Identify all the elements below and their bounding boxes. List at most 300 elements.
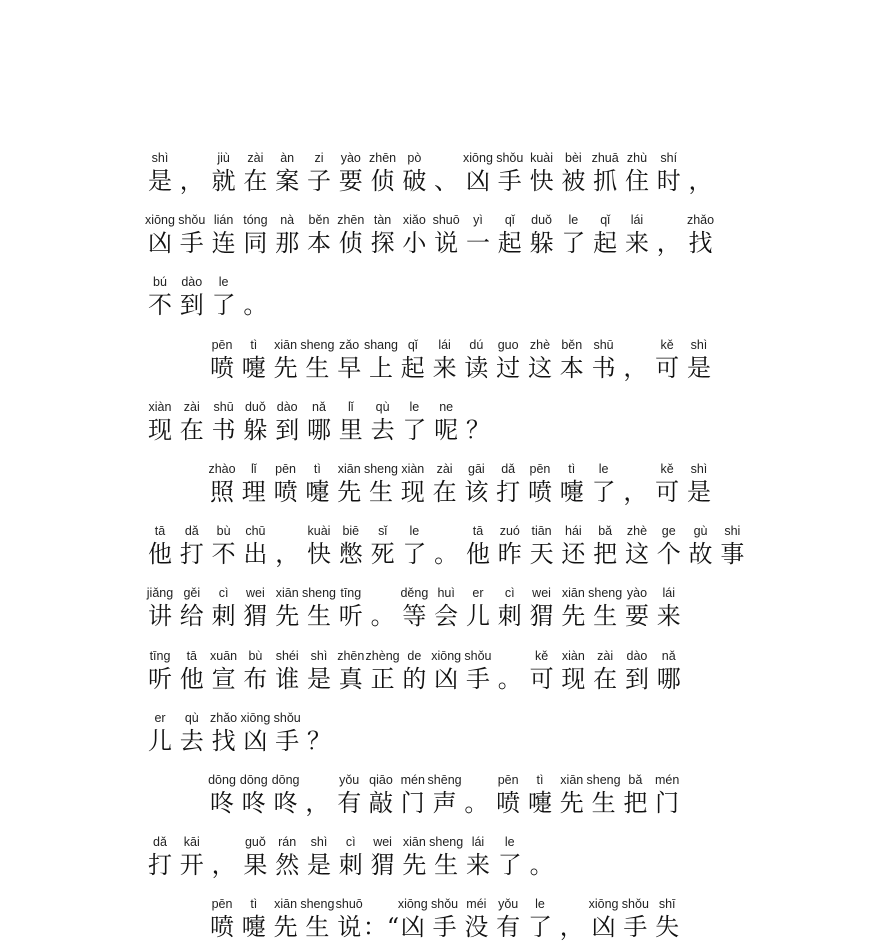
hanzi: 书 (211, 416, 236, 444)
char-cell (463, 585, 493, 631)
pinyin: xiōng (588, 897, 619, 911)
char-cell (304, 150, 334, 196)
hanzi: 有 (496, 913, 521, 941)
pinyin: běn (561, 338, 583, 352)
hanzi: ， (559, 913, 584, 941)
hanzi: 侦 (338, 229, 363, 257)
pinyin: zài (597, 649, 614, 663)
pinyin: zhǎo (686, 213, 715, 227)
char-cell (336, 834, 366, 880)
pinyin: shǒu (431, 897, 459, 911)
pinyin: zhēn (369, 151, 397, 165)
char-cell (431, 648, 461, 694)
text-line (145, 399, 495, 445)
char-cell (368, 399, 398, 445)
char-cell (527, 523, 557, 569)
char-cell (334, 461, 364, 507)
pinyin: tàn (373, 213, 392, 227)
char-cell (558, 648, 588, 694)
char-cell (209, 399, 239, 445)
char-cell (145, 150, 175, 196)
hanzi: 先 (275, 602, 300, 630)
char-cell (304, 212, 334, 258)
hanzi: 生 (306, 602, 331, 630)
hanzi: 布 (243, 665, 268, 693)
hanzi: 里 (338, 416, 363, 444)
pinyin: qǐ (504, 213, 515, 227)
hanzi: 手 (179, 229, 204, 257)
char-cell (398, 896, 428, 942)
char-cell (527, 648, 557, 694)
hanzi: 生 (368, 478, 393, 506)
hanzi: ， (305, 789, 330, 817)
char-cell (430, 337, 460, 383)
hanzi: 照 (210, 478, 234, 506)
pinyin: shì (690, 338, 708, 352)
pinyin: zhēn (337, 213, 365, 227)
char-cell (207, 772, 237, 818)
char-cell (336, 399, 366, 445)
pinyin: dōng (239, 773, 268, 787)
hanzi: 先 (402, 851, 427, 879)
hanzi: 他 (465, 540, 490, 568)
hanzi: 、 (434, 167, 459, 195)
hanzi: 生 (305, 354, 330, 382)
char-cell (463, 399, 493, 445)
pinyin: méi (466, 897, 487, 911)
pinyin: tì (250, 338, 258, 352)
pinyin: nà (280, 213, 295, 227)
hanzi: 真 (338, 665, 363, 693)
pinyin: kě (534, 649, 549, 663)
pinyin: dú (469, 338, 484, 352)
char-cell (620, 337, 650, 383)
char-cell (527, 585, 557, 631)
char-cell (652, 772, 682, 818)
pinyin: tā (186, 649, 198, 663)
pinyin: sheng (300, 897, 335, 911)
text-line (145, 212, 717, 258)
hanzi: 在 (179, 416, 204, 444)
pinyin: shū (593, 338, 614, 352)
pinyin: de (407, 649, 422, 663)
pinyin: tīng (340, 586, 362, 600)
hanzi: 呢 (434, 416, 459, 444)
hanzi: ：“ (362, 913, 400, 941)
char-cell (209, 523, 239, 569)
hanzi: 生 (593, 602, 618, 630)
pinyin: shuō (335, 897, 363, 911)
char-cell (240, 834, 270, 880)
char-cell (429, 834, 464, 880)
char-cell (495, 212, 525, 258)
pinyin: xiǎo (402, 213, 426, 227)
hanzi: 喷 (527, 478, 552, 506)
pinyin: bú (153, 275, 167, 289)
pinyin: xiōng (463, 151, 493, 165)
hanzi: 生 (305, 913, 330, 941)
pinyin: le (409, 524, 420, 538)
pinyin: zi (314, 151, 324, 165)
hanzi: 到 (624, 665, 649, 693)
char-cell (334, 896, 364, 942)
hanzi: 起 (497, 229, 522, 257)
hanzi: 儿 (465, 602, 490, 630)
char-cell (177, 399, 207, 445)
char-cell (145, 648, 175, 694)
hanzi: 到 (179, 291, 204, 319)
hanzi: 是 (306, 851, 331, 879)
hanzi: 凶 (434, 665, 459, 693)
char-cell (304, 399, 334, 445)
pinyin: bèi (565, 151, 582, 165)
pinyin: tì (568, 462, 576, 476)
hanzi: 没 (464, 913, 489, 941)
text-line (145, 710, 336, 756)
pinyin: pò (407, 151, 422, 165)
pinyin: rán (278, 835, 297, 849)
pinyin: qù (184, 711, 199, 725)
char-cell (145, 399, 175, 445)
pinyin: xiōng (145, 213, 175, 227)
char-cell (431, 399, 461, 445)
hanzi: 猬 (370, 851, 395, 879)
pinyin: shǒu (273, 711, 301, 725)
char-cell (652, 337, 682, 383)
pinyin: qǐ (407, 338, 418, 352)
char-cell (145, 585, 175, 631)
char-cell (271, 896, 301, 942)
pinyin: jiù (217, 151, 230, 165)
pinyin: tì (536, 773, 544, 787)
char-cell (240, 648, 270, 694)
char-cell (652, 896, 682, 942)
hanzi: 可 (655, 478, 680, 506)
hanzi: 喷 (496, 789, 521, 817)
hanzi: 来 (432, 354, 457, 382)
hanzi: 果 (243, 851, 268, 879)
char-cell (209, 834, 239, 880)
pinyin: pēn (211, 338, 233, 352)
char-cell (272, 523, 302, 569)
text-line (145, 523, 749, 569)
char-cell (586, 772, 621, 818)
hanzi: 该 (464, 478, 489, 506)
char-cell (431, 585, 461, 631)
char-cell (399, 399, 429, 445)
char-cell (590, 212, 620, 258)
char-cell (527, 212, 557, 258)
char-cell (684, 337, 714, 383)
pinyin: le (568, 213, 579, 227)
hanzi: 了 (402, 416, 427, 444)
char-cell (145, 274, 175, 320)
char-cell (622, 523, 652, 569)
char-cell (240, 274, 270, 320)
pinyin: xiōng (431, 649, 462, 663)
pinyin: guǒ (244, 835, 266, 849)
pinyin: le (598, 462, 609, 476)
char-cell (558, 150, 588, 196)
char-cell (463, 834, 493, 880)
pinyin: dào (626, 649, 648, 663)
char-cell (240, 710, 270, 756)
char-cell (336, 150, 366, 196)
hanzi: 把 (623, 789, 648, 817)
hanzi: ， (656, 229, 681, 257)
char-cell (493, 461, 523, 507)
hanzi: 手 (623, 913, 648, 941)
char-cell (620, 772, 650, 818)
hanzi: 憋 (338, 540, 363, 568)
hanzi: 出 (243, 540, 268, 568)
pinyin: gěi (183, 586, 201, 600)
hanzi: 要 (338, 167, 363, 195)
pinyin: xiōng (240, 711, 271, 725)
pinyin: bǎ (598, 524, 613, 538)
pinyin: tīng (149, 649, 171, 663)
pinyin: děng (400, 586, 429, 600)
hanzi: 同 (243, 229, 268, 257)
hanzi: 到 (275, 416, 300, 444)
hanzi: 有 (337, 789, 362, 817)
char-cell (239, 461, 269, 507)
pinyin: xuān (210, 649, 238, 663)
pinyin: lái (438, 338, 451, 352)
char-cell (240, 150, 270, 196)
char-cell (590, 648, 620, 694)
char-cell (177, 150, 207, 196)
char-cell (300, 896, 335, 942)
pinyin: lǐ (348, 400, 354, 414)
hanzi: 刺 (211, 602, 236, 630)
hanzi: 可 (655, 354, 680, 382)
char-cell (427, 772, 462, 818)
char-cell (302, 772, 332, 818)
hanzi: 咚 (273, 789, 298, 817)
char-cell (177, 274, 207, 320)
hanzi: 案 (275, 167, 300, 195)
char-cell (399, 212, 429, 258)
hanzi: 先 (561, 602, 586, 630)
pinyin: wei (246, 586, 265, 600)
char-cell (684, 461, 714, 507)
pinyin: zhēn (337, 649, 365, 663)
hanzi: 在 (243, 167, 268, 195)
char-cell (336, 585, 366, 631)
hanzi: ？ (465, 416, 490, 444)
char-cell (620, 461, 650, 507)
pinyin: sheng (588, 586, 623, 600)
hanzi: 讲 (148, 602, 172, 630)
char-cell (240, 523, 270, 569)
char-cell (557, 896, 587, 942)
char-cell (271, 461, 301, 507)
char-cell (302, 461, 332, 507)
text-line (145, 648, 686, 694)
pinyin: le (535, 897, 545, 911)
hanzi: 在 (593, 665, 618, 693)
char-cell (272, 585, 302, 631)
pinyin: zǎo (339, 338, 360, 352)
pinyin: pēn (529, 462, 551, 476)
char-cell (590, 523, 620, 569)
pinyin: zhè (529, 338, 551, 352)
char-cell (304, 834, 334, 880)
pinyin: shì (690, 462, 708, 476)
pinyin: biē (342, 524, 360, 538)
hanzi: 本 (559, 354, 584, 382)
hanzi: 了 (497, 851, 522, 879)
hanzi: 听 (148, 665, 172, 693)
hanzi: ， (688, 167, 713, 195)
char-cell (398, 772, 428, 818)
pinyin: zhào (208, 462, 236, 476)
char-cell (461, 896, 491, 942)
char-cell (527, 834, 557, 880)
hanzi: 躲 (243, 416, 268, 444)
char-cell (589, 461, 619, 507)
pinyin: xiān (274, 897, 298, 911)
pinyin: zuó (499, 524, 520, 538)
hanzi: 可 (529, 665, 554, 693)
pinyin: qù (375, 400, 390, 414)
hanzi: 来 (624, 229, 649, 257)
pinyin: dōng (271, 773, 300, 787)
pinyin: bù (216, 524, 231, 538)
hanzi: 侦 (370, 167, 395, 195)
pinyin: le (409, 400, 420, 414)
pinyin: sheng (300, 338, 335, 352)
char-cell (209, 648, 239, 694)
char-cell (589, 896, 619, 942)
hanzi: 谁 (275, 665, 300, 693)
pinyin: shi (724, 524, 741, 538)
char-cell (363, 337, 399, 383)
pinyin: běn (308, 213, 330, 227)
char-cell (622, 648, 652, 694)
pinyin: sheng (586, 773, 621, 787)
pinyin: dào (276, 400, 298, 414)
pinyin: kāi (183, 835, 200, 849)
hanzi: 门 (655, 789, 680, 817)
char-cell (362, 896, 400, 942)
pinyin: bù (248, 649, 263, 663)
hanzi: 那 (275, 229, 300, 257)
hanzi: 声 (432, 789, 457, 817)
char-cell (239, 337, 269, 383)
char-cell (399, 523, 429, 569)
hanzi: 现 (561, 665, 586, 693)
text-line (145, 274, 272, 320)
pinyin: wei (532, 586, 551, 600)
hanzi: 不 (211, 540, 236, 568)
pinyin: hái (565, 524, 582, 538)
hanzi: 咚 (241, 789, 266, 817)
pinyin: tì (250, 897, 258, 911)
hanzi: 宣 (211, 665, 236, 693)
char-cell (622, 212, 652, 258)
pinyin: mén (400, 773, 425, 787)
char-cell (399, 150, 429, 196)
pinyin: pēn (211, 897, 233, 911)
hanzi: 时 (656, 167, 681, 195)
pinyin: cì (218, 586, 229, 600)
char-cell (239, 896, 269, 942)
pinyin: sheng (429, 835, 464, 849)
char-cell (177, 523, 207, 569)
pinyin: zhè (626, 524, 648, 538)
hanzi: 手 (432, 913, 457, 941)
hanzi: 凶 (591, 913, 616, 941)
hanzi: 了 (527, 913, 552, 941)
hanzi: 连 (211, 229, 236, 257)
hanzi: 咚 (210, 789, 234, 817)
pinyin: pēn (275, 462, 297, 476)
char-cell (304, 710, 334, 756)
char-cell (336, 523, 366, 569)
pinyin: cì (345, 835, 356, 849)
pinyin: tì (313, 462, 321, 476)
pinyin: dǎ (184, 524, 199, 538)
char-cell (334, 337, 364, 383)
hanzi: 凶 (243, 727, 268, 755)
pinyin: xiān (275, 586, 299, 600)
text-line (207, 772, 684, 818)
hanzi: 快 (306, 540, 331, 568)
hanzi: 这 (527, 354, 552, 382)
char-cell (493, 896, 523, 942)
char-cell (463, 648, 493, 694)
hanzi: 先 (273, 354, 298, 382)
char-cell (398, 461, 428, 507)
char-cell (271, 337, 301, 383)
pinyin: er (154, 711, 166, 725)
hanzi: 小 (402, 229, 427, 257)
hanzi: 故 (688, 540, 713, 568)
hanzi: 正 (370, 665, 395, 693)
pinyin: sǐ (378, 524, 388, 538)
char-cell (301, 585, 337, 631)
pinyin: bǎ (628, 773, 643, 787)
pinyin: lái (471, 835, 485, 849)
hanzi: 说 (434, 229, 459, 257)
pinyin: shéi (275, 649, 299, 663)
char-cell (654, 150, 684, 196)
pinyin: shǒu (178, 213, 206, 227)
hanzi: ， (211, 851, 236, 879)
char-cell (654, 648, 684, 694)
char-cell (272, 834, 302, 880)
char-cell (654, 585, 684, 631)
char-cell (272, 399, 302, 445)
hanzi: 等 (402, 602, 427, 630)
char-cell (177, 212, 207, 258)
pinyin: zhǎo (210, 711, 238, 725)
hanzi: ？ (306, 727, 331, 755)
hanzi: 了 (402, 540, 427, 568)
char-cell (334, 772, 364, 818)
char-cell (177, 648, 207, 694)
pinyin: zhèng (365, 649, 400, 663)
char-cell (558, 212, 588, 258)
hanzi: ， (275, 540, 300, 568)
hanzi: 抓 (593, 167, 618, 195)
pinyin: jiǎng (146, 586, 174, 600)
hanzi: 去 (179, 727, 204, 755)
hanzi: 说 (337, 913, 362, 941)
char-cell (207, 896, 237, 942)
